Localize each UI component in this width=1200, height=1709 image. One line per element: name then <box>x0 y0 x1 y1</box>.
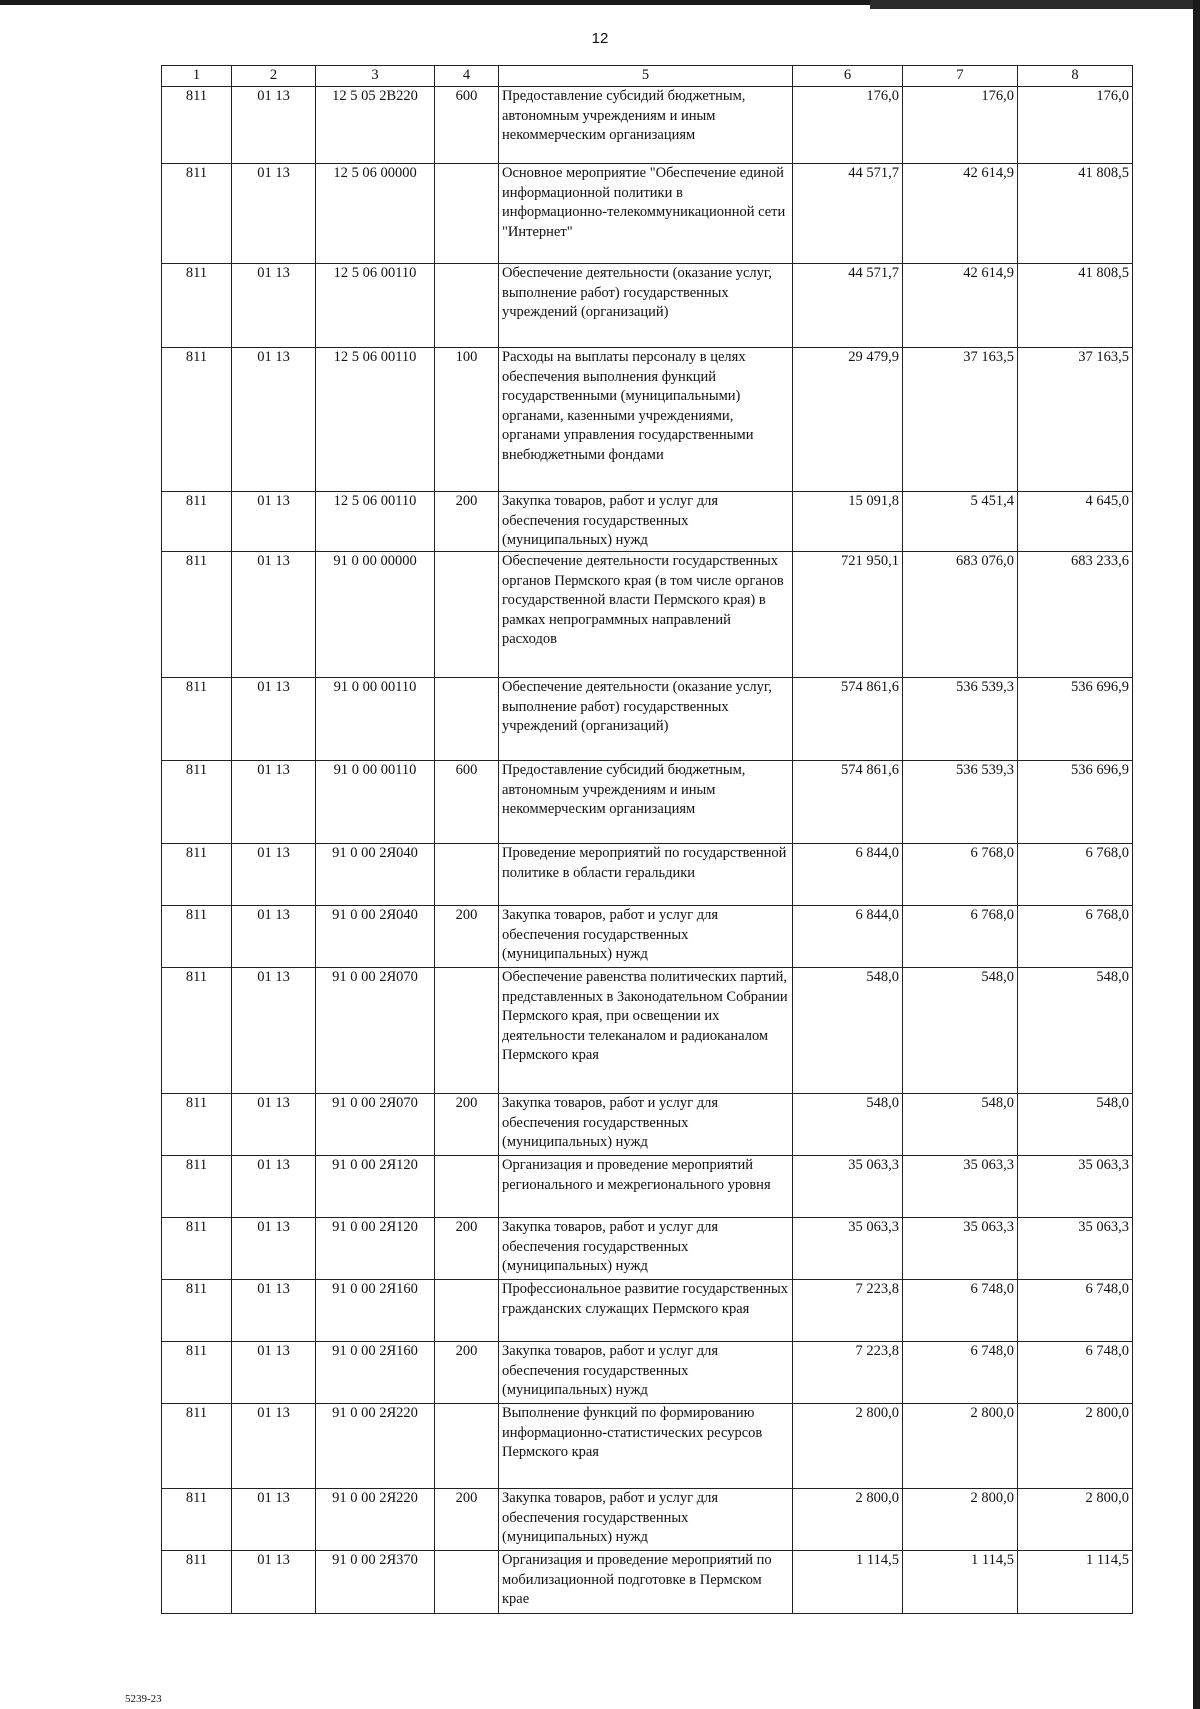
cell-amount-year-3: 41 808,5 <box>1018 164 1133 264</box>
scan-edge-top-right <box>870 0 1200 9</box>
cell-amount-year-1: 176,0 <box>793 87 903 164</box>
cell-ministry: 811 <box>162 1156 232 1218</box>
cell-ministry: 811 <box>162 264 232 348</box>
cell-amount-year-3: 176,0 <box>1018 87 1133 164</box>
cell-expense-type <box>435 264 499 348</box>
cell-description: Профессиональное развитие государственных гражданских служащих Пермского края <box>499 1280 793 1342</box>
cell-amount-year-3: 536 696,9 <box>1018 678 1133 761</box>
cell-ministry: 811 <box>162 1489 232 1551</box>
table-row <box>162 906 1133 968</box>
cell-section: 01 13 <box>232 164 316 264</box>
cell-ministry: 811 <box>162 552 232 678</box>
cell-amount-year-3: 548,0 <box>1018 968 1133 1094</box>
cell-target-article: 91 0 00 00110 <box>316 678 435 761</box>
cell-amount-year-1: 548,0 <box>793 1094 903 1156</box>
column-header: 5 <box>499 66 793 87</box>
table-row <box>162 1342 1133 1404</box>
cell-amount-year-1: 574 861,6 <box>793 761 903 844</box>
cell-amount-year-2: 2 800,0 <box>903 1404 1018 1489</box>
cell-amount-year-3: 683 233,6 <box>1018 552 1133 678</box>
cell-target-article: 91 0 00 2Я220 <box>316 1404 435 1489</box>
cell-section: 01 13 <box>232 1342 316 1404</box>
cell-expense-type: 200 <box>435 1218 499 1280</box>
cell-amount-year-2: 176,0 <box>903 87 1018 164</box>
cell-expense-type <box>435 164 499 264</box>
cell-amount-year-3: 35 063,3 <box>1018 1218 1133 1280</box>
cell-ministry: 811 <box>162 1551 232 1614</box>
scan-edge-right <box>1193 0 1200 1709</box>
cell-section: 01 13 <box>232 1404 316 1489</box>
cell-amount-year-3: 2 800,0 <box>1018 1404 1133 1489</box>
cell-expense-type <box>435 1156 499 1218</box>
cell-target-article: 12 5 06 00110 <box>316 492 435 552</box>
cell-amount-year-1: 29 479,9 <box>793 348 903 492</box>
cell-expense-type: 200 <box>435 906 499 968</box>
cell-expense-type <box>435 678 499 761</box>
cell-ministry: 811 <box>162 164 232 264</box>
cell-section: 01 13 <box>232 348 316 492</box>
cell-target-article: 91 0 00 2Я160 <box>316 1280 435 1342</box>
column-header: 8 <box>1018 66 1133 87</box>
cell-target-article: 91 0 00 2Я220 <box>316 1489 435 1551</box>
cell-target-article: 91 0 00 00000 <box>316 552 435 678</box>
cell-amount-year-1: 6 844,0 <box>793 906 903 968</box>
cell-expense-type <box>435 844 499 906</box>
table-row <box>162 1218 1133 1280</box>
cell-description: Предоставление субсидий бюджетным, автономным учреждениям и иным некоммерческим организациям <box>499 761 793 844</box>
cell-amount-year-1: 1 114,5 <box>793 1551 903 1614</box>
cell-description: Закупка товаров, работ и услуг для обеспечения государственных (муниципальных) нужд <box>499 1094 793 1156</box>
cell-amount-year-2: 2 800,0 <box>903 1489 1018 1551</box>
cell-description: Обеспечение деятельности государственных органов Пермского края (в том числе органов государственной власти Пермского края) в рамках непрограммных направлений расходов <box>499 552 793 678</box>
cell-section: 01 13 <box>232 678 316 761</box>
cell-section: 01 13 <box>232 1489 316 1551</box>
cell-amount-year-1: 15 091,8 <box>793 492 903 552</box>
cell-section: 01 13 <box>232 1156 316 1218</box>
column-header: 6 <box>793 66 903 87</box>
cell-section: 01 13 <box>232 492 316 552</box>
cell-ministry: 811 <box>162 678 232 761</box>
cell-description: Закупка товаров, работ и услуг для обеспечения государственных (муниципальных) нужд <box>499 1342 793 1404</box>
cell-description: Закупка товаров, работ и услуг для обеспечения государственных (муниципальных) нужд <box>499 1218 793 1280</box>
cell-description: Обеспечение равенства политических партий, представленных в Законодательном Собрании Пермского края, при освещении их деятельности телеканалом и радиоканалом Пермского края <box>499 968 793 1094</box>
cell-amount-year-3: 6 748,0 <box>1018 1280 1133 1342</box>
cell-amount-year-2: 6 748,0 <box>903 1342 1018 1404</box>
table-row <box>162 1280 1133 1342</box>
cell-amount-year-1: 35 063,3 <box>793 1218 903 1280</box>
table-row <box>162 1489 1133 1551</box>
cell-description: Обеспечение деятельности (оказание услуг, выполнение работ) государственных учреждений (организаций) <box>499 678 793 761</box>
cell-target-article: 12 5 06 00110 <box>316 348 435 492</box>
table-row <box>162 264 1133 348</box>
cell-amount-year-1: 44 571,7 <box>793 164 903 264</box>
cell-section: 01 13 <box>232 1094 316 1156</box>
cell-amount-year-3: 6 768,0 <box>1018 906 1133 968</box>
cell-amount-year-3: 536 696,9 <box>1018 761 1133 844</box>
table-row <box>162 1404 1133 1489</box>
table-row <box>162 1551 1133 1614</box>
column-header: 7 <box>903 66 1018 87</box>
cell-amount-year-2: 548,0 <box>903 1094 1018 1156</box>
cell-amount-year-3: 548,0 <box>1018 1094 1133 1156</box>
cell-amount-year-3: 35 063,3 <box>1018 1156 1133 1218</box>
cell-expense-type: 200 <box>435 1489 499 1551</box>
cell-ministry: 811 <box>162 1218 232 1280</box>
cell-expense-type <box>435 968 499 1094</box>
cell-expense-type <box>435 1404 499 1489</box>
table-row <box>162 348 1133 492</box>
page-number: 12 <box>591 30 609 47</box>
cell-amount-year-2: 35 063,3 <box>903 1156 1018 1218</box>
table-row <box>162 761 1133 844</box>
cell-description: Закупка товаров, работ и услуг для обеспечения государственных (муниципальных) нужд <box>499 906 793 968</box>
cell-ministry: 811 <box>162 87 232 164</box>
cell-amount-year-2: 536 539,3 <box>903 678 1018 761</box>
cell-amount-year-2: 6 768,0 <box>903 906 1018 968</box>
table-row <box>162 492 1133 552</box>
table-row <box>162 1094 1133 1156</box>
cell-amount-year-1: 7 223,8 <box>793 1342 903 1404</box>
cell-ministry: 811 <box>162 761 232 844</box>
cell-target-article: 12 5 06 00000 <box>316 164 435 264</box>
cell-section: 01 13 <box>232 906 316 968</box>
cell-amount-year-3: 2 800,0 <box>1018 1489 1133 1551</box>
table-header-row <box>162 66 1133 87</box>
budget-table <box>161 65 1133 1614</box>
cell-target-article: 91 0 00 2Я160 <box>316 1342 435 1404</box>
table-row <box>162 87 1133 164</box>
column-header: 1 <box>162 66 232 87</box>
cell-amount-year-2: 42 614,9 <box>903 164 1018 264</box>
cell-target-article: 12 5 05 2В220 <box>316 87 435 164</box>
cell-amount-year-3: 1 114,5 <box>1018 1551 1133 1614</box>
cell-amount-year-3: 37 163,5 <box>1018 348 1133 492</box>
cell-expense-type <box>435 1551 499 1614</box>
cell-amount-year-2: 536 539,3 <box>903 761 1018 844</box>
cell-amount-year-3: 6 748,0 <box>1018 1342 1133 1404</box>
cell-ministry: 811 <box>162 1280 232 1342</box>
cell-amount-year-1: 44 571,7 <box>793 264 903 348</box>
column-header: 2 <box>232 66 316 87</box>
cell-description: Выполнение функций по формированию информационно-статистических ресурсов Пермского края <box>499 1404 793 1489</box>
table-row <box>162 164 1133 264</box>
document-code: 5239-23 <box>125 1693 162 1705</box>
table-row <box>162 1156 1133 1218</box>
table-row <box>162 844 1133 906</box>
cell-section: 01 13 <box>232 552 316 678</box>
cell-expense-type: 100 <box>435 348 499 492</box>
cell-section: 01 13 <box>232 1280 316 1342</box>
column-header: 4 <box>435 66 499 87</box>
cell-ministry: 811 <box>162 906 232 968</box>
cell-amount-year-1: 2 800,0 <box>793 1404 903 1489</box>
cell-section: 01 13 <box>232 844 316 906</box>
cell-ministry: 811 <box>162 1342 232 1404</box>
cell-amount-year-1: 574 861,6 <box>793 678 903 761</box>
cell-ministry: 811 <box>162 968 232 1094</box>
cell-expense-type <box>435 552 499 678</box>
table-row <box>162 968 1133 1094</box>
cell-target-article: 91 0 00 2Я070 <box>316 1094 435 1156</box>
cell-target-article: 91 0 00 2Я370 <box>316 1551 435 1614</box>
cell-description: Организация и проведение мероприятий регионального и межрегионального уровня <box>499 1156 793 1218</box>
cell-amount-year-2: 6 748,0 <box>903 1280 1018 1342</box>
cell-target-article: 91 0 00 2Я040 <box>316 906 435 968</box>
cell-description: Обеспечение деятельности (оказание услуг, выполнение работ) государственных учреждений (организаций) <box>499 264 793 348</box>
cell-expense-type: 600 <box>435 87 499 164</box>
cell-description: Закупка товаров, работ и услуг для обеспечения государственных (муниципальных) нужд <box>499 492 793 552</box>
cell-amount-year-2: 6 768,0 <box>903 844 1018 906</box>
cell-amount-year-1: 2 800,0 <box>793 1489 903 1551</box>
cell-ministry: 811 <box>162 1404 232 1489</box>
cell-amount-year-2: 35 063,3 <box>903 1218 1018 1280</box>
cell-expense-type: 200 <box>435 1342 499 1404</box>
cell-description: Проведение мероприятий по государственной политике в области геральдики <box>499 844 793 906</box>
cell-expense-type: 600 <box>435 761 499 844</box>
cell-amount-year-1: 35 063,3 <box>793 1156 903 1218</box>
cell-expense-type: 200 <box>435 492 499 552</box>
cell-amount-year-3: 6 768,0 <box>1018 844 1133 906</box>
cell-amount-year-1: 548,0 <box>793 968 903 1094</box>
cell-expense-type: 200 <box>435 1094 499 1156</box>
cell-ministry: 811 <box>162 348 232 492</box>
cell-amount-year-3: 41 808,5 <box>1018 264 1133 348</box>
cell-description: Организация и проведение мероприятий по мобилизационной подготовке в Пермском крае <box>499 1551 793 1614</box>
cell-section: 01 13 <box>232 264 316 348</box>
cell-section: 01 13 <box>232 1218 316 1280</box>
cell-description: Предоставление субсидий бюджетным, автономным учреждениям и иным некоммерческим организациям <box>499 87 793 164</box>
cell-amount-year-2: 683 076,0 <box>903 552 1018 678</box>
cell-description: Закупка товаров, работ и услуг для обеспечения государственных (муниципальных) нужд <box>499 1489 793 1551</box>
cell-target-article: 91 0 00 2Я120 <box>316 1156 435 1218</box>
cell-section: 01 13 <box>232 1551 316 1614</box>
cell-amount-year-1: 721 950,1 <box>793 552 903 678</box>
cell-target-article: 91 0 00 00110 <box>316 761 435 844</box>
cell-ministry: 811 <box>162 844 232 906</box>
cell-amount-year-2: 5 451,4 <box>903 492 1018 552</box>
cell-target-article: 91 0 00 2Я120 <box>316 1218 435 1280</box>
cell-amount-year-2: 37 163,5 <box>903 348 1018 492</box>
cell-expense-type <box>435 1280 499 1342</box>
table-row <box>162 678 1133 761</box>
cell-section: 01 13 <box>232 761 316 844</box>
cell-target-article: 91 0 00 2Я040 <box>316 844 435 906</box>
cell-target-article: 91 0 00 2Я070 <box>316 968 435 1094</box>
cell-description: Основное мероприятие "Обеспечение единой информационной политики в информационно-телекоммуникационной сети "Интернет" <box>499 164 793 264</box>
cell-amount-year-2: 548,0 <box>903 968 1018 1094</box>
cell-amount-year-1: 7 223,8 <box>793 1280 903 1342</box>
cell-section: 01 13 <box>232 87 316 164</box>
cell-target-article: 12 5 06 00110 <box>316 264 435 348</box>
cell-description: Расходы на выплаты персоналу в целях обеспечения выполнения функций государственными (муниципальными) органами, казенными учреждениями, органами управления государственными внебюджетными фондами <box>499 348 793 492</box>
cell-section: 01 13 <box>232 968 316 1094</box>
cell-amount-year-3: 4 645,0 <box>1018 492 1133 552</box>
cell-ministry: 811 <box>162 492 232 552</box>
cell-amount-year-2: 42 614,9 <box>903 264 1018 348</box>
table-row <box>162 552 1133 678</box>
cell-amount-year-1: 6 844,0 <box>793 844 903 906</box>
cell-ministry: 811 <box>162 1094 232 1156</box>
cell-amount-year-2: 1 114,5 <box>903 1551 1018 1614</box>
column-header: 3 <box>316 66 435 87</box>
